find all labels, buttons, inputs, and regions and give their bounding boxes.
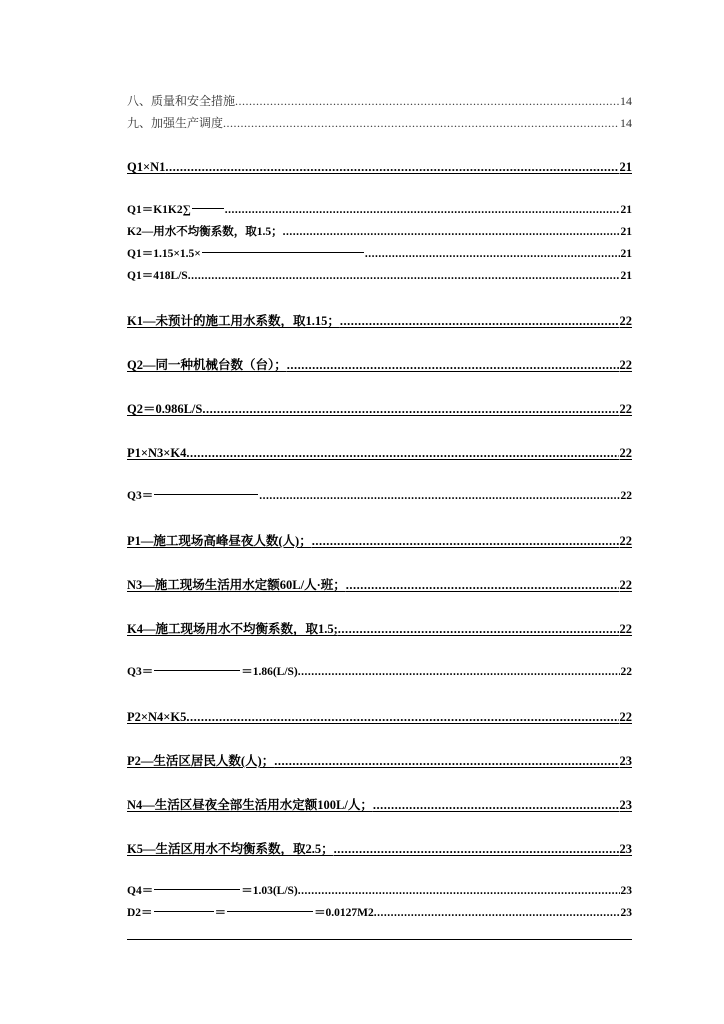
toc-entry[interactable]	[127, 447, 632, 460]
toc-leader-dots	[312, 535, 619, 548]
toc-page-number: 22	[620, 490, 632, 502]
toc-page-number: 23	[620, 885, 632, 897]
toc-entry-text: P1—施工现场高峰昼夜人数(人)；	[127, 534, 312, 548]
toc-entry-text: Q2＝0.986L/S	[127, 402, 203, 416]
toc-leader-dots	[186, 711, 618, 724]
toc-page-number: 22	[619, 314, 632, 328]
toc-entry[interactable]	[127, 886, 632, 898]
toc-entry-text: Q1＝1.15×1.5×	[127, 248, 201, 260]
toc-entry[interactable]	[127, 908, 632, 920]
toc-page-number: 22	[619, 446, 632, 460]
toc-leader-dots	[334, 843, 619, 856]
fraction-bar	[227, 911, 313, 912]
toc-leader-dots	[274, 755, 618, 768]
toc-entry[interactable]	[127, 799, 632, 812]
toc-page-number: 14	[620, 116, 632, 130]
toc-leader-dots	[188, 271, 620, 283]
toc-entry-text: Q4＝	[127, 885, 154, 897]
toc-entry[interactable]	[127, 359, 632, 372]
toc-entry[interactable]	[127, 755, 632, 768]
toc-page-number: 22	[619, 402, 632, 416]
toc-leader-dots	[186, 447, 618, 460]
toc-page-number: 14	[620, 94, 632, 108]
toc-entry-text: N4—生活区昼夜全部生活用水定额100L/人；	[127, 798, 373, 812]
toc-leader-dots	[223, 117, 619, 129]
toc-page-number: 22	[619, 534, 632, 548]
toc-leader-dots	[283, 227, 620, 239]
toc-entry[interactable]	[127, 623, 632, 636]
toc-page-number: 22	[619, 358, 632, 372]
toc-entry[interactable]	[127, 161, 632, 174]
toc-page-number: 21	[620, 226, 632, 238]
toc-entry-text: Q1＝418L/S	[127, 270, 188, 282]
toc-entry[interactable]	[127, 491, 632, 503]
toc-page-number: 21	[620, 270, 632, 282]
toc-leader-dots	[365, 249, 620, 261]
toc-entry[interactable]	[127, 579, 632, 592]
toc-page-number: 21	[619, 160, 632, 174]
toc-page-number: 23	[619, 842, 632, 856]
fraction-bar	[154, 889, 240, 890]
toc-entry[interactable]	[127, 271, 632, 283]
fraction-bar	[154, 494, 258, 495]
toc-entry-text: Q3＝	[127, 490, 154, 502]
toc-leader-dots	[373, 799, 619, 812]
toc-entry-text: K5—生活区用水不均衡系数，取2.5；	[127, 842, 334, 856]
bottom-rule	[127, 939, 632, 940]
toc-entry-text: N3—施工现场生活用水定额60L/人·班；	[127, 578, 346, 592]
toc-page-number: 22	[619, 710, 632, 724]
toc-entry-text: 九、加强生产调度	[127, 116, 224, 130]
toc-entry-text: 八、质量和安全措施	[127, 94, 236, 108]
fraction-bar	[202, 252, 364, 253]
toc-leader-dots	[338, 623, 619, 636]
toc-page-number: 22	[619, 622, 632, 636]
toc-entry[interactable]	[127, 205, 632, 217]
toc-entry[interactable]	[127, 249, 632, 261]
toc-entry[interactable]	[127, 535, 632, 548]
toc-entry[interactable]	[127, 667, 632, 679]
toc-page-number: 23	[619, 798, 632, 812]
toc-entry[interactable]	[127, 117, 632, 129]
toc-leader-dots	[298, 667, 620, 679]
toc-entry-text: Q1＝K1K2∑	[127, 204, 191, 216]
toc-page-number: 21	[620, 248, 632, 260]
toc-page-number: 21	[620, 204, 632, 216]
toc-entry-text: Q2—同一种机械台数（台）；	[127, 358, 287, 372]
toc-entry[interactable]	[127, 227, 632, 239]
toc-entry-text: P2—生活区居民人数(人)；	[127, 754, 275, 768]
toc-leader-dots	[298, 886, 620, 898]
toc-entry-result: ＝1.86(L/S)	[241, 666, 298, 678]
toc-page-number: 22	[620, 666, 632, 678]
toc-entry-text: D2＝	[127, 907, 153, 919]
toc-leader-dots	[374, 908, 620, 920]
toc-page-number: 23	[620, 907, 632, 919]
toc-entry[interactable]	[127, 843, 632, 856]
toc-entry-result: ＝0.0127M2	[314, 907, 374, 919]
toc-entry-text: Q1×N1	[127, 160, 166, 174]
toc-entry-text: K1—未预计的施工用水系数，取1.15；	[127, 314, 340, 328]
toc-entry-text: K4—施工现场用水不均衡系数，取1.5;	[127, 622, 338, 636]
toc-leader-dots	[165, 161, 618, 174]
toc-entry[interactable]	[127, 95, 632, 107]
toc-leader-dots	[287, 359, 619, 372]
toc-entry[interactable]	[127, 403, 632, 416]
toc-entry-text: K2—用水不均衡系数，取1.5；	[127, 226, 283, 238]
toc-entry-equals: ＝	[214, 907, 227, 919]
toc-leader-dots	[259, 491, 619, 503]
toc-entry-text: P1×N3×K4	[127, 446, 187, 460]
fraction-bar	[192, 208, 224, 209]
toc-entry[interactable]	[127, 711, 632, 724]
toc-entry-text: P2×N4×K5	[127, 710, 187, 724]
toc-page-number: 23	[619, 754, 632, 768]
toc-entry-text: Q3＝	[127, 666, 154, 678]
fraction-bar	[154, 911, 214, 912]
toc-leader-dots	[225, 205, 620, 217]
toc-leader-dots	[235, 95, 619, 107]
toc-leader-dots	[346, 579, 619, 592]
toc-entry[interactable]	[127, 315, 632, 328]
fraction-bar	[154, 670, 240, 671]
toc-page-number: 22	[619, 578, 632, 592]
toc-entry-result: ＝1.03(L/S)	[241, 885, 298, 897]
toc-leader-dots	[340, 315, 619, 328]
toc-leader-dots	[202, 403, 618, 416]
